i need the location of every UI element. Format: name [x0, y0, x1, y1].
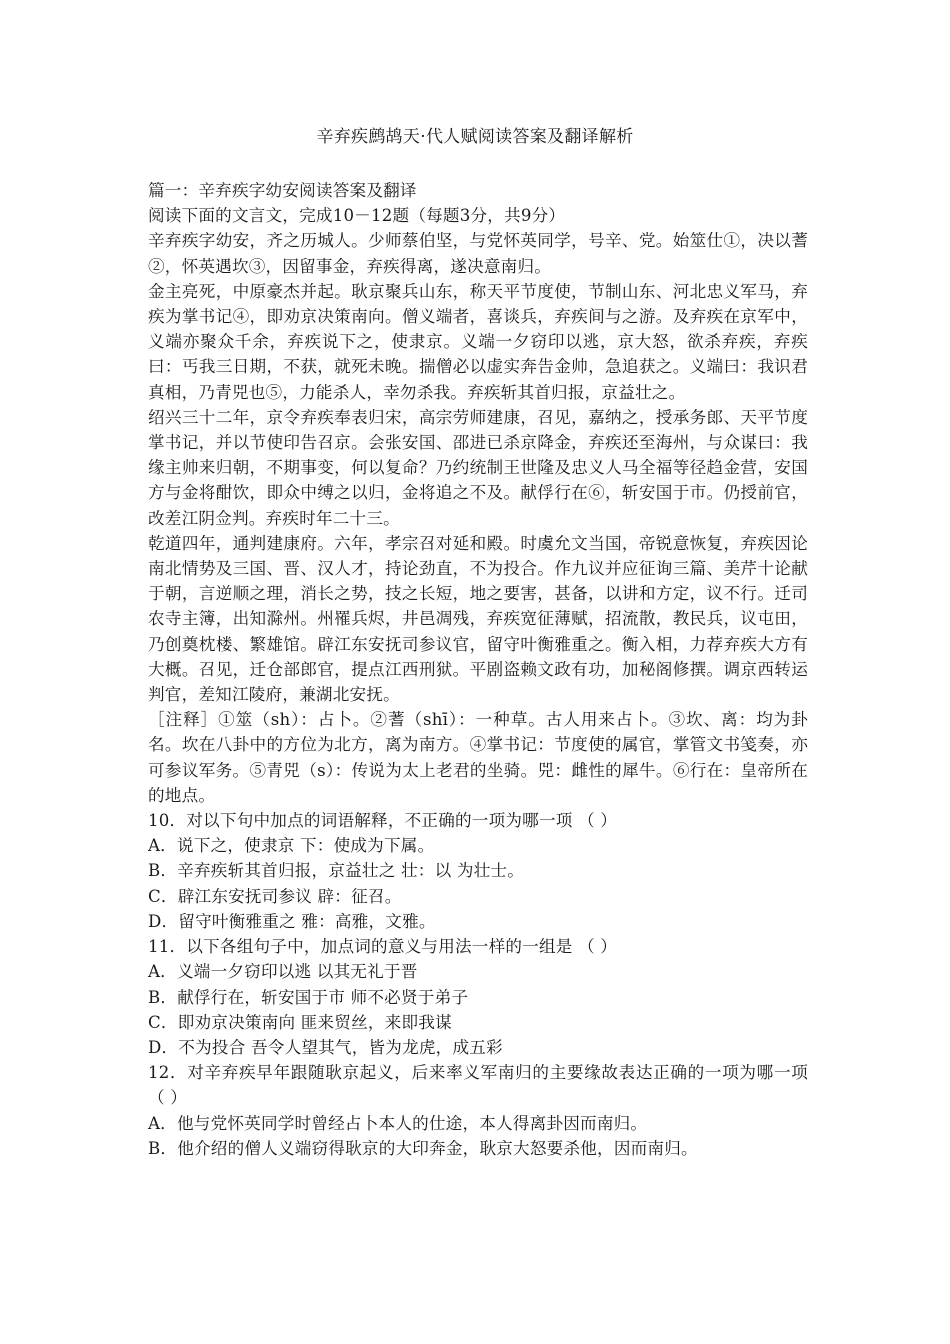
- question-option: B．他介绍的僧人义端窃得耿京的大印奔金，耿京大怒要杀他，因而南归。: [148, 1138, 698, 1158]
- question-option: C．辟江东安抚司参议 辟：征召。: [148, 886, 402, 906]
- question-option: A．义端一夕窃印以逃 以其无礼于晋: [148, 962, 418, 982]
- question-option: A．说下之，使隶京 下：使成为下属。: [148, 836, 435, 856]
- text-paragraph: 辛弃疾字幼安，齐之历城人。少师蔡伯坚，与党怀英同学，号辛、党。始筮仕①，决以蓍②，怀英遇坎③，因留事金，弃疾得离，遂决意南归。: [148, 231, 808, 276]
- instructions: 阅读下面的文言文，完成10－12题（每题3分，共9分）: [148, 206, 566, 226]
- document-body: [148, 178, 808, 1161]
- question-option: C．即劝京决策南向 匪来贸丝，来即我谋: [148, 1012, 452, 1032]
- annotation-notes: ［注释］①筮（sh）：占卜。②蓍（shī）：一种草。古人用来占卜。③坎、离：均为卦名。坎在八卦中的方位为北方，离为南方。④掌书记：节度使的属官，掌管文书笺奏，亦可参议军务。⑤青兕（s）：传说为太上老君的坐骑。兕：雌性的犀牛。⑥行在：皇帝所在的地点。: [148, 710, 808, 805]
- question-option: A．他与党怀英同学时曾经占卜本人的仕途，本人得离卦因而南归。: [148, 1113, 648, 1133]
- document-title: 辛弃疾鹧鸪天·代人赋阅读答案及翻译解析: [316, 127, 634, 147]
- question-option: D．不为投合 吾令人望其气，皆为龙虎，成五彩: [148, 1037, 503, 1057]
- question-12: 12．对辛弃疾早年跟随耿京起义，后来率义军南归的主要缘故表达正确的一项为哪一项 （ ）: [148, 1063, 808, 1108]
- question-option: B．辛弃疾斩其首归报，京益壮之 壮：以 为壮士。: [148, 861, 525, 881]
- text-paragraph: 乾道四年，通判建康府。六年，孝宗召对延和殿。时虞允文当国，帝锐意恢复，弃疾因论南北情势及三国、晋、汉人才，持论劲直，不为投合。作九议并应征询三篇、美芹十论献于朝，言逆顺之理，消长之势，技之长短，地之要害，甚备，以讲和方定，议不行。迁司农寺主簿，出知滁州。州罹兵烬，井邑凋残，弃疾宽征薄赋，招流散，教民兵，议屯田，乃创奠枕楼、繁雄馆。辟江东安抚司参议官，留守叶衡雅重之。衡入相，力荐弃疾大方有大概。召见，迁仓部郎官，提点江西刑狱。平剧盗赖文政有功，加秘阁修撰。调京西转运判官，差知江陵府，兼湖北安抚。: [148, 533, 808, 705]
- question-11: 11．以下各组句子中，加点词的意义与用法一样的一组是 （ ）: [148, 937, 618, 957]
- question-option: B．献俘行在，斩安国于市 师不必贤于弟子: [148, 987, 469, 1007]
- question-option: D．留守叶衡雅重之 雅：高雅，文雅。: [148, 911, 436, 931]
- text-paragraph: 金主亮死，中原豪杰并起。耿京聚兵山东，称天平节度使，节制山东、河北忠义军马，弃疾为掌书记④，即劝京决策南向。僧义端者，喜谈兵，弃疾间与之游。及弃疾在京军中，义端亦聚众千余，弃疾说下之，使隶京。义端一夕窃印以逃，京大怒，欲杀弃疾，弃疾曰：丐我三日期，不获，就死未晚。揣僧必以虚实奔告金帅，急追获之。义端曰：我识君真相，乃青兕也⑤，力能杀人，幸勿杀我。弃疾斩其首归报，京益壮之。: [148, 281, 808, 402]
- section-heading: 篇一：辛弃疾字幼安阅读答案及翻译: [148, 181, 417, 200]
- text-paragraph: 绍兴三十二年，京令弃疾奉表归宋，高宗劳师建康，召见，嘉纳之，授承务郎、天平节度掌书记，并以节使印告召京。会张安国、邵进已杀京降金，弃疾还至海州，与众谋曰：我缘主帅来归朝，不期事变，何以复命？乃约统制王世隆及忠义人马全福等径趋金营，安国方与金将酣饮，即众中缚之以归，金将追之不及。献俘行在⑥，斩安国于市。仍授前官，改差江阴佥判。弃疾时年二十三。: [148, 407, 808, 528]
- question-10: 10．对以下句中加点的词语解释，不正确的一项为哪一项 （ ）: [148, 811, 618, 831]
